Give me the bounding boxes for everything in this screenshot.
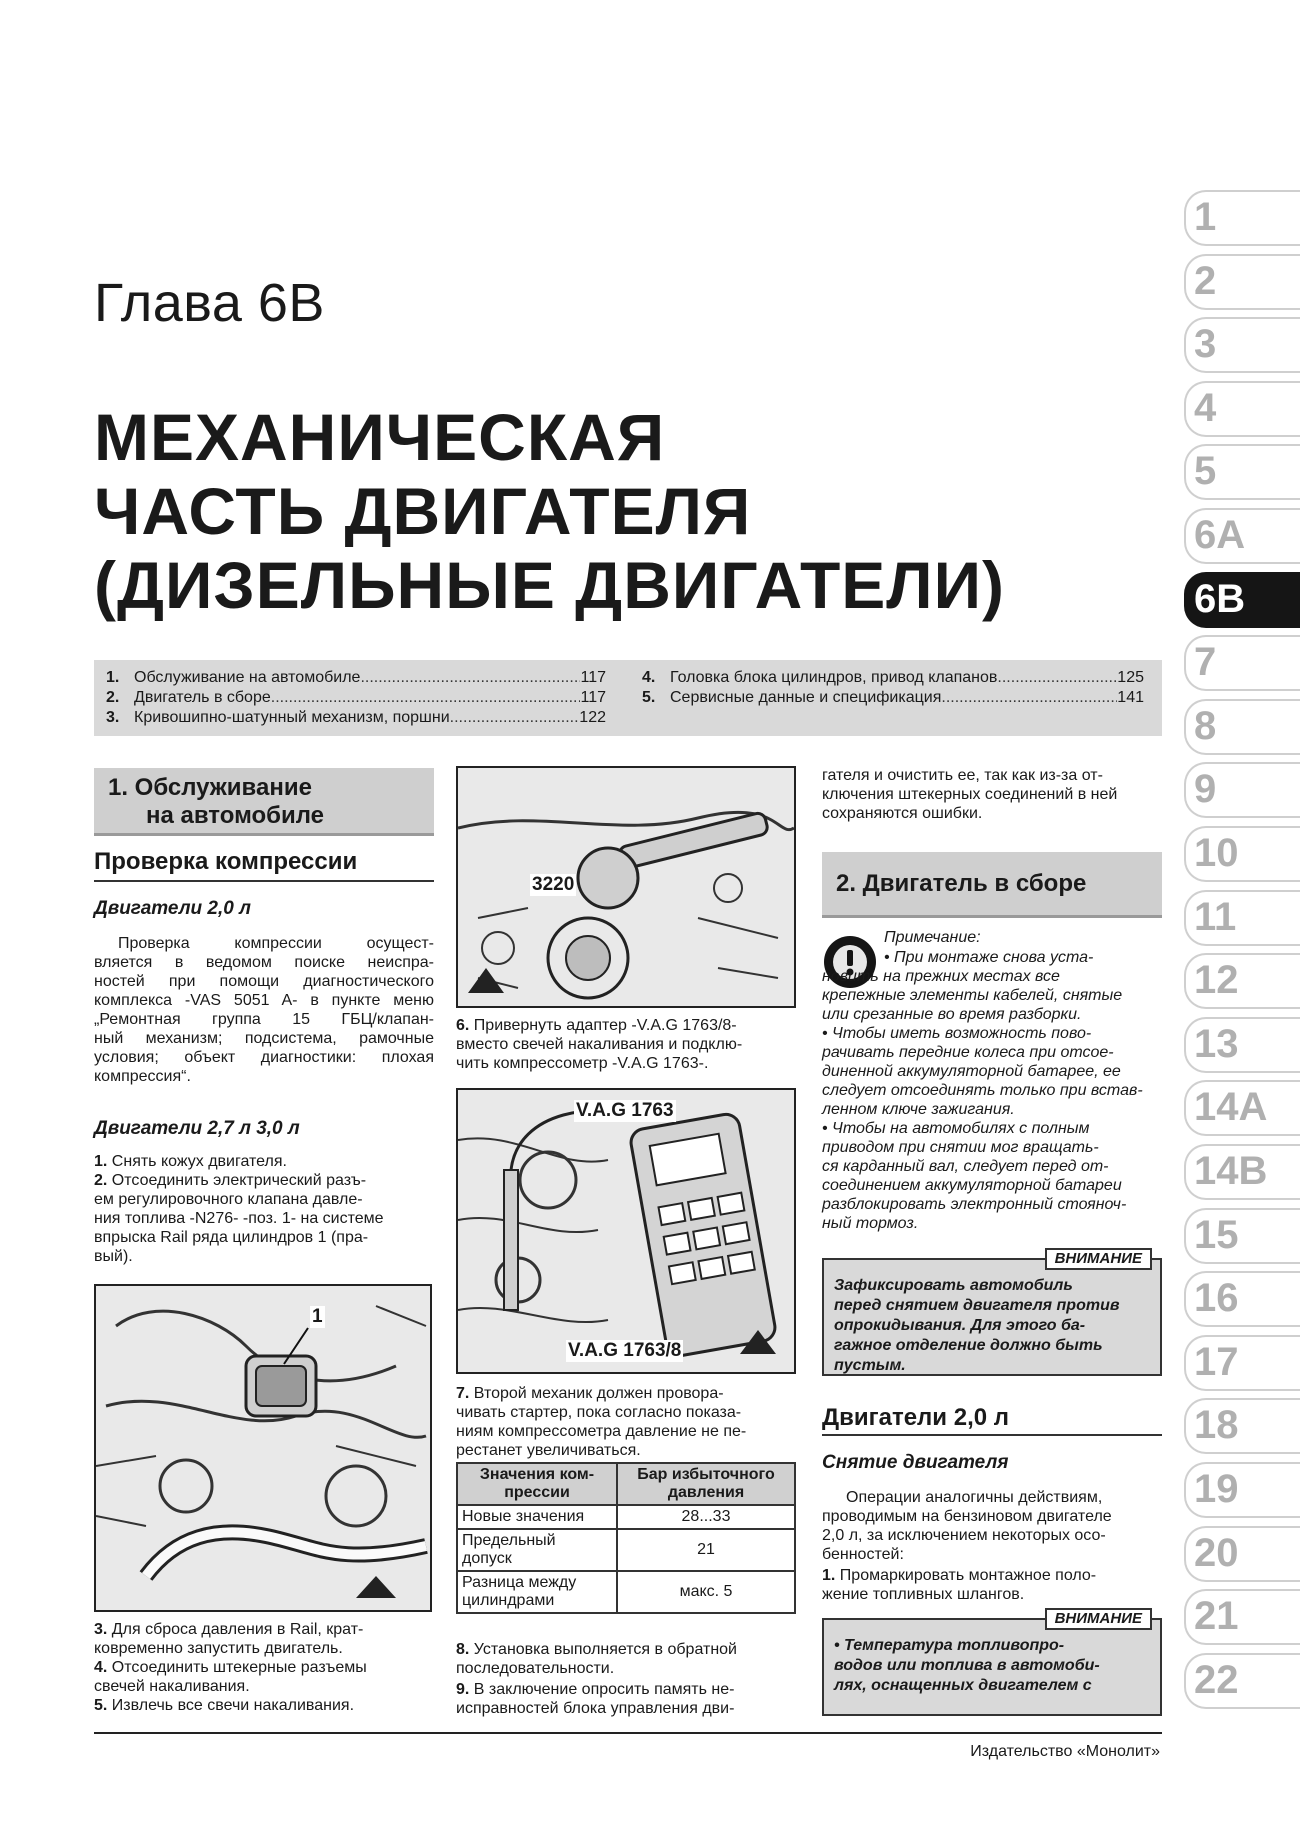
chapter-tab-label: 8: [1194, 704, 1217, 748]
title-line-1: МЕХАНИЧЕСКАЯ: [94, 400, 666, 474]
section-2-header: [822, 852, 1162, 918]
note-text: • При монтаже снова уста- новить на прежних местах все крепежные элементы кабелей, снятые или срезанные во время разборки. • Чтобы иметь возможность пово- рачивать передние колеса при отсое- диненной аккумуляторной батарее, ее следует отсоединять только при встав- ленном ключе зажигания. • Чтобы на автомобилях с полным приводом при снятии мог вращать- ся карданный вал, следует перед от- соединением аккумуляторной батареи разблокировать электронный стояноч- ный тормоз.: [822, 949, 1143, 1232]
chapter-tab-label: 7: [1194, 640, 1217, 684]
section-2-title: 2. Двигатель в сборе: [836, 870, 1087, 897]
compressometer-figure: [456, 1088, 796, 1374]
steps-list: [94, 1620, 434, 1715]
steps-list: [94, 1152, 434, 1266]
adapter-figure: [456, 766, 796, 1008]
chapter-tab-label: 19: [1194, 1467, 1239, 1511]
text-line: Проверка компрессии осущест-: [118, 935, 434, 952]
chapter-tab-label: 3: [1194, 322, 1217, 366]
chapter-tab-5[interactable]: [1184, 444, 1300, 500]
callout-label: 1: [312, 1306, 323, 1327]
note-label: Примечание:: [884, 929, 981, 946]
chapter-tab-15[interactable]: [1184, 1208, 1300, 1264]
text-line: ностей при помощи диагностического: [94, 973, 434, 990]
text-line: комплекса -VAS 5051 A- в пункте меню: [94, 992, 434, 1009]
chapter-tab-7[interactable]: [1184, 635, 1300, 691]
compression-text: [94, 934, 434, 1086]
chapter-tab-label: 17: [1194, 1340, 1239, 1384]
warning-text: Зафиксировать автомобиль перед снятием двигателя против опрокидывания. Для этого ба- гажное отделение должно быть пустым.: [834, 1277, 1120, 1374]
table-row: [457, 1529, 795, 1571]
callout-label: V.A.G 1763/8: [568, 1340, 682, 1361]
chapter-tab-11[interactable]: [1184, 890, 1300, 946]
table-row: [457, 1571, 795, 1613]
chapter-tab-label: 12: [1194, 958, 1239, 1002]
chapter-tab-label: 10: [1194, 831, 1239, 875]
text-line: условия; объект диагностики: плохая: [94, 1049, 434, 1066]
callout-label: 3220: [532, 874, 575, 895]
warning-tag: ВНИМАНИЕ: [1045, 1608, 1152, 1630]
contents-left-column: [106, 668, 606, 728]
warning-box: [822, 1250, 1162, 1376]
table-header: Бар избыточного давления: [617, 1463, 795, 1505]
step-6: 6. Привернуть адаптер -V.A.G 1763/8- вместо свечей накаливания и подклю- чить компрессометр -V.A.G 1763-.: [456, 1017, 743, 1072]
chapter-tab-label: 2: [1194, 259, 1217, 303]
chapter-tab-12[interactable]: [1184, 953, 1300, 1009]
table-row: [457, 1505, 795, 1529]
table-cell: 28...33: [617, 1505, 795, 1529]
footer-rule: [94, 1732, 1162, 1734]
chapter-tab-3[interactable]: [1184, 317, 1300, 373]
contents-item[interactable]: 2. Двигатель в сборе ..... 117: [106, 688, 606, 708]
text-line: ный механизм; подсистема, рамочные: [94, 1030, 434, 1047]
chapter-tab-13[interactable]: [1184, 1017, 1300, 1073]
chapter-tab-19[interactable]: [1184, 1462, 1300, 1518]
list-item: 5. Извлечь все свечи накаливания.: [94, 1697, 355, 1714]
table-header-row: [457, 1463, 795, 1505]
engine-connector-illustration: [96, 1286, 430, 1610]
section-1-title-line-1: 1. Обслуживание: [108, 774, 312, 801]
chapter-tab-1[interactable]: [1184, 190, 1300, 246]
subsection-heading: Проверка компрессии: [94, 848, 358, 875]
chapter-tab-17[interactable]: [1184, 1335, 1300, 1391]
table-cell: Разница между цилиндрами: [457, 1571, 617, 1613]
divider: [822, 1434, 1162, 1436]
removal-heading: Снятие двигателя: [822, 1452, 1009, 1473]
text-line: компрессия“.: [94, 1068, 191, 1085]
chapter-tab-label: 21: [1194, 1594, 1239, 1638]
warning-box: [822, 1610, 1162, 1716]
table-cell: макс. 5: [617, 1571, 795, 1613]
step-8: 8. Установка выполняется в обратной последовательности.: [456, 1641, 737, 1677]
contents-right-column: [642, 668, 1144, 708]
chapter-tab-label: 16: [1194, 1276, 1239, 1320]
chapter-tab-label: 14А: [1194, 1085, 1268, 1129]
chapter-tab-6а[interactable]: [1184, 508, 1300, 564]
adapter-illustration: [458, 768, 794, 1006]
chapter-tab-21[interactable]: [1184, 1589, 1300, 1645]
chapter-tab-16[interactable]: [1184, 1271, 1300, 1327]
callout-label: V.A.G 1763: [576, 1100, 674, 1121]
section-1-title-line-2: на автомобиле: [146, 802, 325, 829]
table-cell: Новые значения: [457, 1505, 617, 1529]
title-line-2: ЧАСТЬ ДВИГАТЕЛЯ: [94, 474, 752, 548]
warning-tag: ВНИМАНИЕ: [1045, 1248, 1152, 1270]
chapter-tab-label: 5: [1194, 449, 1217, 493]
engines-heading: Двигатели 2,7 л 3,0 л: [94, 1118, 300, 1139]
chapter-contents: [94, 660, 1162, 736]
chapter-tab-label: 4: [1194, 386, 1217, 430]
page-title: [94, 400, 1054, 622]
chapter-tab-label: 9: [1194, 767, 1217, 811]
engine-connector-figure: [94, 1284, 432, 1612]
chapter-tab-9[interactable]: [1184, 762, 1300, 818]
chapter-tab-label: 11: [1194, 895, 1237, 939]
chapter-tab-label: 15: [1194, 1213, 1239, 1257]
step-1: 1. Промаркировать монтажное поло- жение топливных шлангов.: [822, 1567, 1097, 1603]
chapter-tab-14а[interactable]: [1184, 1080, 1300, 1136]
chapter-tab-8[interactable]: [1184, 699, 1300, 755]
contents-item[interactable]: 4. Головка блока цилиндров, привод клапанов ..... 125: [642, 668, 1144, 688]
step-7: 7. Второй механик должен провора- чивать стартер, пока согласно показа- ниям компрессометра давление не пе- рестанет увеличиваться.: [456, 1385, 747, 1459]
text-line: „Ремонтная группа 15 ГБЦ/клапан-: [94, 1011, 434, 1028]
publisher: Издательство «Монолит»: [970, 1743, 1160, 1760]
chapter-label: Глава 6В: [94, 273, 325, 333]
chapter-tab-label: 1: [1194, 195, 1217, 239]
divider: [94, 880, 434, 882]
chapter-tab-label: 6В: [1194, 577, 1246, 621]
chapter-tab-label: 13: [1194, 1022, 1239, 1066]
list-item: 2. Отсоединить электрический разъ- ем регулировочного клапана давле- ния топлива -N276- -поз. 1- на системе впрыска Rail ряда цилиндров 1 (пра- вый).: [94, 1172, 384, 1265]
chapter-tab-14в[interactable]: [1184, 1144, 1300, 1200]
text-line: вляется в ведомом поиске неиспра-: [94, 954, 434, 971]
chapter-tab-label: 20: [1194, 1531, 1239, 1575]
chapter-tab-label: 22: [1194, 1658, 1239, 1702]
chapter-tab-label: 14В: [1194, 1149, 1268, 1193]
list-item: 4. Отсоединить штекерные разъемы свечей накаливания.: [94, 1659, 367, 1695]
compression-table: [456, 1462, 796, 1614]
title-line-3: (ДИЗЕЛЬНЫЕ ДВИГАТЕЛИ): [94, 548, 1006, 622]
chapter-tab-4[interactable]: [1184, 381, 1300, 437]
list-item: 1. Снять кожух двигателя.: [94, 1153, 287, 1170]
chapter-tab-label: 18: [1194, 1403, 1239, 1447]
section-1-header: [94, 768, 434, 836]
chapter-tab-18[interactable]: [1184, 1398, 1300, 1454]
contents-item[interactable]: 5. Сервисные данные и спецификация ..... 141: [642, 688, 1144, 708]
contents-item[interactable]: 3. Кривошипно-шатунный механизм, поршни ..... 122: [106, 708, 606, 728]
compressometer-illustration: [458, 1090, 794, 1372]
step-9: 9. В заключение опросить память не- исправностей блока управления дви-: [456, 1681, 735, 1717]
chapter-tab-label: 6А: [1194, 513, 1246, 557]
removal-text: Операции аналогичны действиям, проводимым на бензиновом двигателе 2,0 л, за исключением некоторых осо- бенностей:: [822, 1489, 1112, 1563]
chapter-tab-2[interactable]: [1184, 254, 1300, 310]
table-cell: 21: [617, 1529, 795, 1571]
warning-text: • Температура топливопро- водов или топлива в автомоби- лях, оснащенных двигателем с: [834, 1637, 1100, 1694]
chapter-tab-22[interactable]: [1184, 1653, 1300, 1709]
continued-text: гателя и очистить ее, так как из-за от- ключения штекерных соединений в ней сохраняются ошибки.: [822, 767, 1118, 822]
table-cell: Предельный допуск: [457, 1529, 617, 1571]
chapter-tab-6в[interactable]: [1184, 572, 1300, 628]
contents-item[interactable]: 1. Обслуживание на автомобиле ..... 117: [106, 668, 606, 688]
table-header: Значения ком- прессии: [457, 1463, 617, 1505]
chapter-tab-10[interactable]: [1184, 826, 1300, 882]
list-item: 3. Для сброса давления в Rail, крат- ковременно запустить двигатель.: [94, 1621, 364, 1657]
engines-heading: Двигатели 2,0 л: [94, 898, 251, 919]
chapter-tab-20[interactable]: [1184, 1526, 1300, 1582]
engines-heading: Двигатели 2,0 л: [822, 1404, 1009, 1431]
